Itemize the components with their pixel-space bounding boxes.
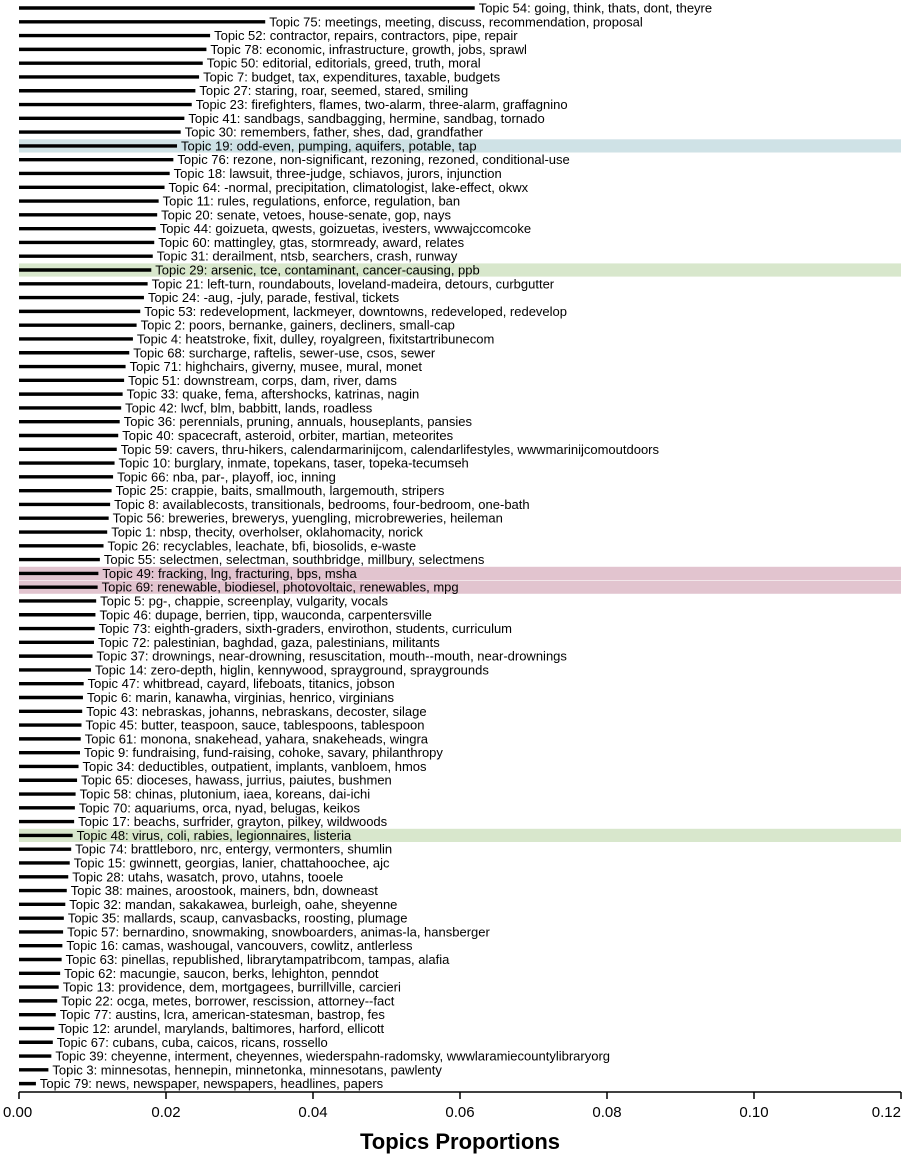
bar-label: Topic 41: sandbags, sandbagging, hermine, sandbag, tornado bbox=[188, 110, 545, 126]
bar-label: Topic 44: goizueta, qwests, goizuetas, ivesters, wwwajccomcoke bbox=[159, 221, 532, 237]
x-tick-label: 0.10 bbox=[739, 1104, 769, 1121]
bar-label: Topic 13: providence, dem, mortgagees, burrillville, carcieri bbox=[62, 979, 401, 995]
bar-label: Topic 63: pinellas, republished, librarytampatribcom, tampas, alafia bbox=[65, 952, 450, 968]
bar-label: Topic 42: lwcf, blm, babbitt, lands, roadless bbox=[125, 400, 373, 416]
bar-label: Topic 71: highchairs, giverny, musee, mural, monet bbox=[129, 359, 422, 375]
x-tick-label: 0.12 bbox=[871, 1104, 901, 1121]
bar-label: Topic 11: rules, regulations, enforce, regulation, ban bbox=[162, 193, 461, 209]
bar-label: Topic 2: poors, bernanke, gainers, decliners, small-cap bbox=[140, 317, 455, 333]
bar-label: Topic 20: senate, vetoes, house-senate, gop, nays bbox=[161, 207, 451, 223]
bar-label: Topic 50: editorial, editorials, greed, truth, moral bbox=[206, 55, 481, 71]
bar-label: Topic 25: crappie, baits, smallmouth, largemouth, stripers bbox=[115, 483, 445, 499]
bar-label: Topic 52: contractor, repairs, contractors, pipe, repair bbox=[214, 28, 518, 44]
bar-label: Topic 61: monona, snakehead, yahara, snakeheads, wingra bbox=[84, 731, 429, 747]
bar-label: Topic 57: bernardino, snowmaking, snowboarders, animas-la, hansberger bbox=[67, 924, 490, 940]
bar-label: Topic 79: news, newspaper, newspapers, headlines, papers bbox=[39, 1076, 384, 1092]
bar-label: Topic 49: fracking, lng, fracturing, bps, msha bbox=[102, 565, 357, 581]
bar-label: Topic 24: -aug, -july, parade, festival, tickets bbox=[147, 290, 400, 306]
bar-label: Topic 65: dioceses, hawass, jurrius, paiutes, bushmen bbox=[81, 772, 392, 788]
x-tick-label: 0.04 bbox=[298, 1104, 328, 1121]
bar-label: Topic 59: cavers, thru-hikers, calendarmarinijcom, calendarlifestyles, wwwmarinijcomoutdoors bbox=[120, 441, 660, 457]
bar-label: Topic 32: mandan, sakakawea, burleigh, oahe, sheyenne bbox=[69, 896, 398, 912]
bar-label: Topic 15: gwinnett, georgias, lanier, chattahoochee, ajc bbox=[73, 855, 390, 871]
bar-label: Topic 30: remembers, father, shes, dad, grandfather bbox=[184, 124, 484, 140]
x-tick-label: 0.08 bbox=[592, 1104, 622, 1121]
topic-labels bbox=[40, 1, 712, 1092]
bar-label: Topic 19: odd-even, pumping, aquifers, potable, tap bbox=[181, 138, 477, 154]
bar-label: Topic 56: breweries, brewerys, yuengling, microbreweries, heileman bbox=[112, 510, 503, 526]
bar-label: Topic 78: economic, infrastructure, growth, jobs, sprawl bbox=[210, 41, 527, 57]
bar-label: Topic 37: drownings, near-drowning, resuscitation, mouth--mouth, near-drownings bbox=[96, 648, 567, 664]
bar-label: Topic 6: marin, kanawha, virginias, henrico, virginians bbox=[86, 690, 395, 705]
bar-label: Topic 62: macungie, saucon, berks, lehighton, penndot bbox=[64, 965, 379, 981]
bar-label: Topic 39: cheyenne, interment, cheyennes, wiederspahn-radomsky, wwwlaramiecountylibraryorg bbox=[55, 1048, 611, 1064]
x-axis-ticks bbox=[3, 1092, 901, 1121]
bar-label: Topic 12: arundel, marylands, baltimores, harford, ellicott bbox=[58, 1020, 385, 1036]
bar-label: Topic 8: availablecosts, transitionals, bedrooms, four-bedroom, one-bath bbox=[114, 496, 530, 512]
x-tick-label: 0.06 bbox=[445, 1104, 475, 1121]
bar-label: Topic 48: virus, coli, rabies, legionnaires, listeria bbox=[76, 827, 352, 843]
bar-label: Topic 40: spacecraft, asteroid, orbiter, martian, meteorites bbox=[122, 427, 454, 443]
bar-label: Topic 60: mattingley, gtas, stormready, award, relates bbox=[158, 234, 465, 250]
x-tick-label: 0.02 bbox=[151, 1104, 181, 1121]
bar-label: Topic 47: whitbread, cayard, lifeboats, titanics, jobson bbox=[87, 676, 395, 692]
bar-label: Topic 67: cubans, cuba, caicos, ricans, rossello bbox=[56, 1034, 328, 1050]
bar-label: Topic 18: lawsuit, three-judge, schiavos, jurors, injunction bbox=[173, 165, 502, 181]
bar-label: Topic 31: derailment, ntsb, searchers, crash, runway bbox=[156, 248, 458, 264]
bar-label: Topic 72: palestinian, baghdad, gaza, palestinians, militants bbox=[97, 634, 440, 650]
bar-label: Topic 66: nba, par-, playoff, ioc, inning bbox=[117, 469, 336, 485]
bar-label: Topic 33: quake, fema, aftershocks, katrinas, nagin bbox=[126, 386, 420, 402]
bar-label: Topic 46: dupage, berrien, tipp, wauconda, carpentersville bbox=[99, 607, 432, 623]
bar-label: Topic 58: chinas, plutonium, iaea, koreans, dai-ichi bbox=[79, 786, 371, 802]
bar-label: Topic 53: redevelopment, lackmeyer, downtowns, redeveloped, redevelop bbox=[144, 303, 568, 319]
bar-label: Topic 43: nebraskas, johanns, nebraskans, decoster, silage bbox=[86, 703, 427, 719]
bar-label: Topic 7: budget, tax, expenditures, taxable, budgets bbox=[203, 69, 501, 85]
bar-label: Topic 4: heatstroke, fixit, dulley, royalgreen, fixitstartribunecom bbox=[136, 331, 495, 347]
bar-label: Topic 51: downstream, corps, dam, river, dams bbox=[128, 372, 397, 388]
bar-label: Topic 76: rezone, non-significant, rezoning, rezoned, conditional-use bbox=[177, 152, 570, 168]
bar-label: Topic 75: meetings, meeting, discuss, recommendation, proposal bbox=[269, 14, 643, 30]
bar-label: Topic 29: arsenic, tce, contaminant, cancer-causing, ppb bbox=[155, 262, 480, 278]
bar-label: Topic 45: butter, teaspoon, sauce, tablespoons, tablespoon bbox=[85, 717, 425, 733]
bar-label: Topic 54: going, think, thats, dont, theyre bbox=[478, 0, 713, 16]
bar-label: Topic 74: brattleboro, nrc, entergy, vermonters, shumlin bbox=[75, 841, 393, 857]
bar-label: Topic 17: beachs, surfrider, grayton, pilkey, wildwoods bbox=[78, 814, 388, 830]
bar-label: Topic 9: fundraising, fund-raising, cohoke, savary, philanthropy bbox=[84, 745, 443, 761]
bar-label: Topic 55: selectmen, selectman, southbridge, millbury, selectmens bbox=[103, 552, 485, 568]
bar-label: Topic 16: camas, washougal, vancouvers, cowlitz, antlerless bbox=[66, 938, 413, 954]
x-tick-label: 0.00 bbox=[3, 1104, 33, 1121]
bar-label: Topic 36: perennials, pruning, annuals, houseplants, pansies bbox=[123, 414, 473, 430]
bar-label: Topic 38: maines, aroostook, mainers, bdn, downeast bbox=[70, 883, 378, 899]
bar-label: Topic 3: minnesotas, hennepin, minnetonka, minnesotans, pawlenty bbox=[52, 1062, 442, 1078]
bar-label: Topic 5: pg-, chappie, screenplay, vulgarity, vocals bbox=[100, 593, 389, 609]
bar-label: Topic 14: zero-depth, higlin, kennywood, sprayground, spraygrounds bbox=[95, 662, 489, 678]
bar-label: Topic 1: nbsp, thecity, overholser, oklahomacity, norick bbox=[111, 524, 423, 540]
bar-label: Topic 28: utahs, wasatch, provo, utahns, tooele bbox=[72, 869, 344, 885]
bar-label: Topic 34: deductibles, outpatient, implants, vanbloem, hmos bbox=[82, 758, 427, 774]
bar-label: Topic 35: mallards, scaup, canvasbacks, roosting, plumage bbox=[67, 910, 408, 926]
bar-label: Topic 26: recyclables, leachate, bfi, biosolids, e-waste bbox=[107, 538, 417, 554]
bar-label: Topic 70: aquariums, orca, nyad, belugas, keikos bbox=[78, 800, 360, 816]
bar-label: Topic 68: surcharge, raftelis, sewer-use, csos, sewer bbox=[133, 345, 436, 361]
bar-label: Topic 69: renewable, biodiesel, photovoltaic, renewables, mpg bbox=[101, 579, 459, 595]
bar-label: Topic 10: burglary, inmate, topekans, taser, topeka-tecumseh bbox=[118, 455, 469, 471]
bar-label: Topic 73: eighth-graders, sixth-graders, envirothon, students, curriculum bbox=[98, 621, 513, 637]
bar-label: Topic 64: -normal, precipitation, climatologist, lake-effect, okwx bbox=[168, 179, 529, 195]
bar-label: Topic 77: austins, lcra, american-statesman, bastrop, fes bbox=[59, 1007, 385, 1023]
bar-label: Topic 21: left-turn, roundabouts, loveland-madeira, detours, curbgutter bbox=[151, 276, 555, 292]
bar-label: Topic 27: staring, roar, seemed, stared, smiling bbox=[199, 83, 469, 99]
x-axis-title: Topics Proportions bbox=[359, 1129, 561, 1154]
bar-label: Topic 22: ocga, metes, borrower, rescission, attorney--fact bbox=[61, 993, 395, 1009]
bar-label: Topic 23: firefighters, flames, two-alarm, three-alarm, graffagnino bbox=[195, 97, 568, 113]
